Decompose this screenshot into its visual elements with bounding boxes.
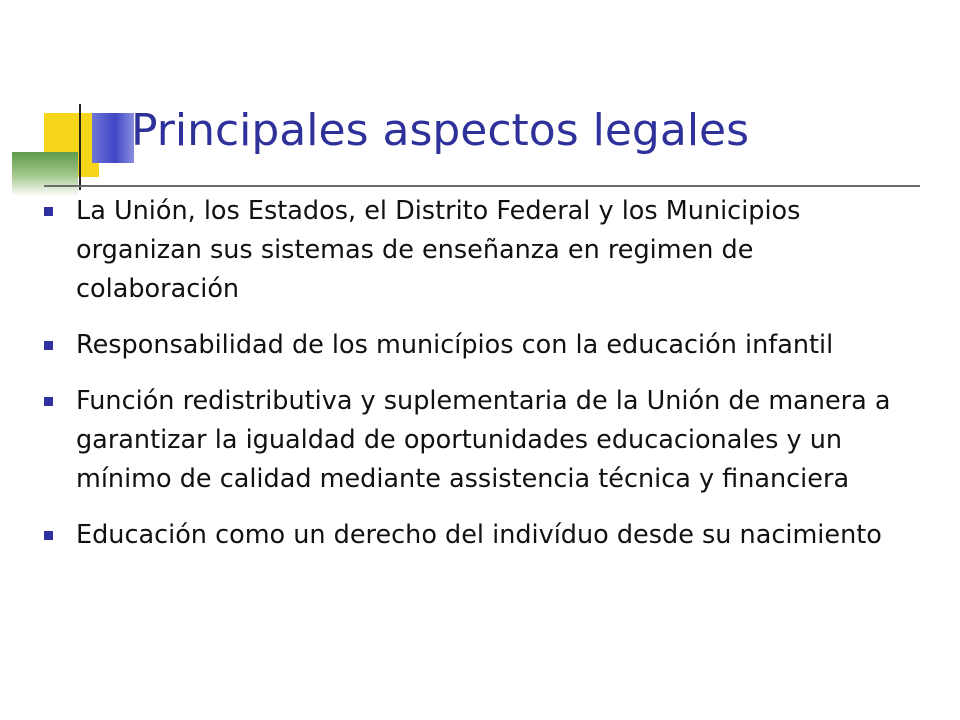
decorative-vertical-line xyxy=(79,104,81,190)
bullet-list xyxy=(44,192,924,572)
bullet-square-icon xyxy=(44,207,53,216)
decorative-green-square xyxy=(12,152,78,196)
bullet-item xyxy=(44,516,924,555)
bullet-square-icon xyxy=(44,531,53,540)
title-underline xyxy=(44,185,920,187)
bullet-item xyxy=(44,326,924,365)
bullet-text: Función redistributiva y suplementaria de la Unión de manera a garantizar la igualdad de oportunidades educacionales y un mínimo de calidad mediante assistencia técnica y financiera xyxy=(76,386,891,494)
decorative-blue-square xyxy=(92,113,134,163)
bullet-square-icon xyxy=(44,341,53,350)
bullet-text: La Unión, los Estados, el Distrito Federal y los Municipios organizan sus sistemas de enseñanza en regimen de colaboración xyxy=(76,196,801,304)
bullet-item xyxy=(44,382,924,499)
bullet-text: Educación como un derecho del indivíduo desde su nacimiento xyxy=(76,520,882,550)
bullet-text: Responsabilidad de los municípios con la educación infantil xyxy=(76,330,834,360)
bullet-square-icon xyxy=(44,397,53,406)
bullet-item xyxy=(44,192,924,309)
slide-title: Principales aspectos legales xyxy=(131,105,750,156)
